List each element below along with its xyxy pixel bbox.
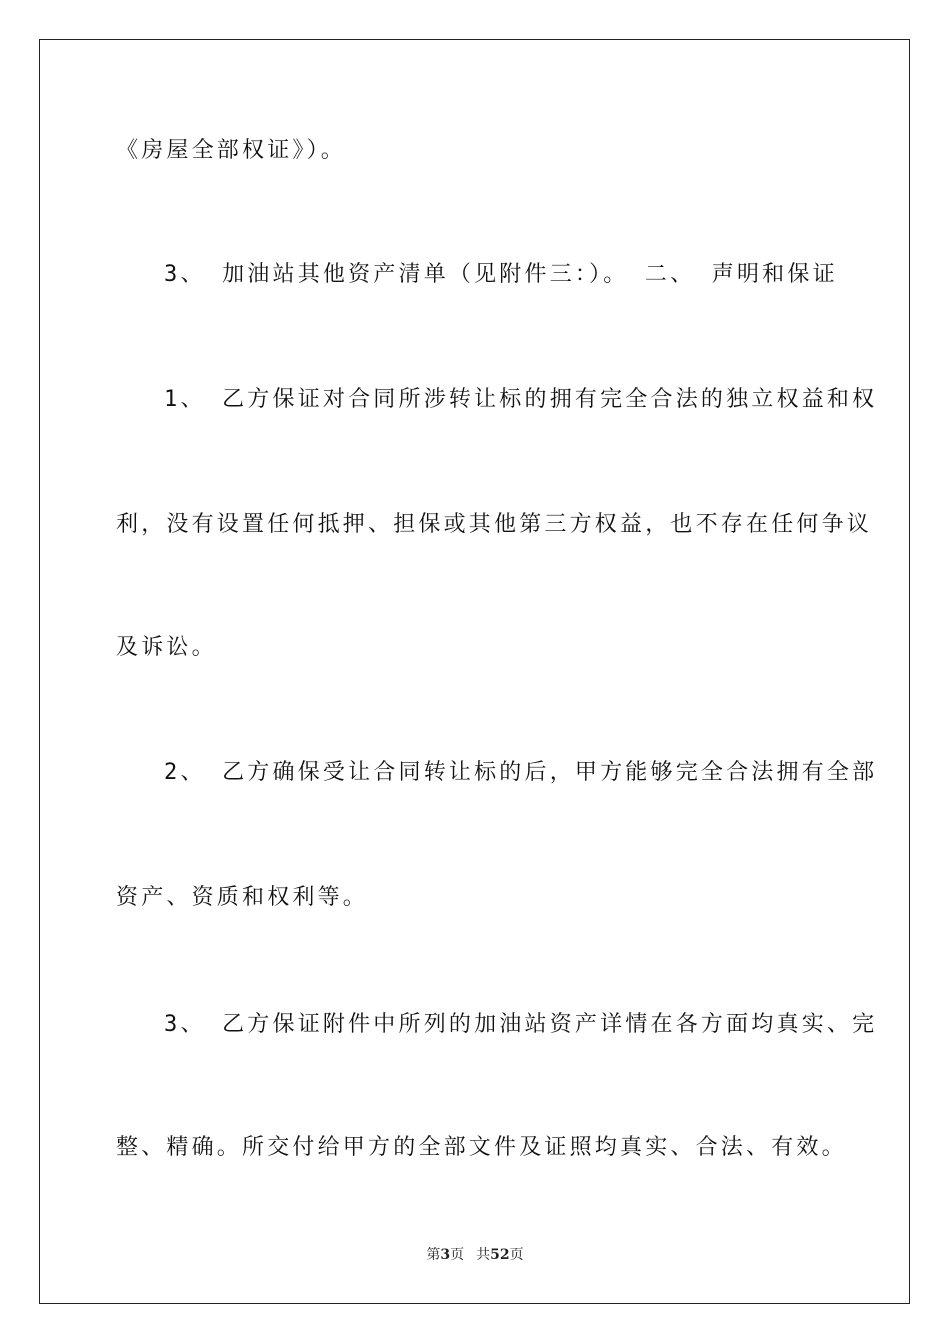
paragraph-line-5: 及诉讼。	[116, 635, 217, 660]
paragraph-line-8: 3、 乙方保证附件中所列的加油站资产详情在各方面均真实、完	[164, 1012, 878, 1037]
paragraph-line-6: 2、 乙方确保受让合同转让标的后，甲方能够完全合法拥有全部	[164, 760, 878, 785]
total-pages: 52	[490, 1247, 510, 1263]
page-number: 3	[440, 1247, 451, 1263]
page-suffix: 页	[450, 1247, 465, 1263]
paragraph-line-9: 整、精确。所交付给甲方的全部文件及证照均真实、合法、有效。	[116, 1135, 847, 1160]
page-prefix: 第	[426, 1247, 441, 1263]
paragraph-line-1: 《房屋全部权证》）。	[116, 138, 347, 163]
total-prefix: 共	[476, 1247, 491, 1263]
paragraph-line-4: 利，没有设置任何抵押、担保或其他第三方权益，也不存在任何争议	[116, 512, 873, 537]
paragraph-line-3: 1、 乙方保证对合同所涉转让标的拥有完全合法的独立权益和权	[164, 387, 878, 412]
total-suffix: 页	[509, 1247, 524, 1263]
page-border	[39, 39, 910, 1304]
paragraph-line-7: 资产、资质和权利等。	[116, 885, 369, 910]
page-footer	[0, 1246, 950, 1264]
paragraph-line-2: 3、 加油站其他资产清单（见附件三：）。 二、 声明和保证	[164, 262, 838, 287]
